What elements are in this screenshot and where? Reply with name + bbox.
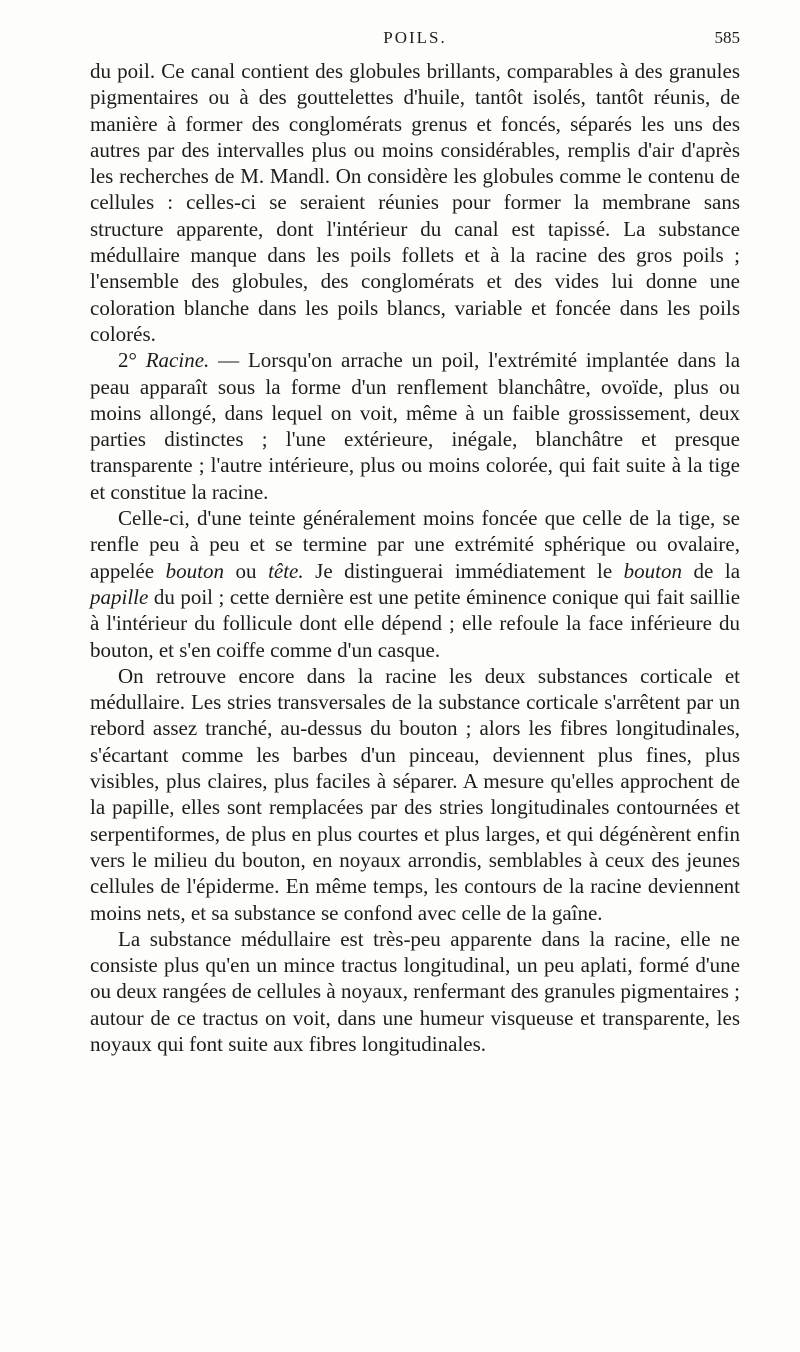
section-number: 2° xyxy=(118,348,137,373)
paragraph-text: Celle-ci, d'une teinte généralement moins foncée que celle de la tige, se renfle peu à peu et se termine par une extrémité sphérique ou ovalaire, appelée xyxy=(90,506,740,583)
italic-term: papille xyxy=(90,584,149,609)
page-number: 585 xyxy=(714,28,740,47)
italic-term: bouton xyxy=(623,558,683,583)
section-label: Racine. xyxy=(145,348,210,373)
paragraph-bouton xyxy=(90,505,740,663)
paragraph-text: de la xyxy=(693,558,741,583)
running-head xyxy=(90,28,740,52)
paragraph-canal-continuation xyxy=(90,58,740,347)
paragraph-racine xyxy=(90,347,740,505)
paragraph-text: La substance médullaire est très-peu apparente dans la racine, elle ne consiste plus qu'en un mince tractus longitudinal, un peu aplati, formé d'une ou deux rangées de cellules à noyaux, renfermant des granules pigmentaires ; autour de ce tractus on voit, dans une humeur visqueuse et transparente, les noyaux qui font suite aux fibres longitudinales. xyxy=(90,926,740,1056)
running-title: POILS. xyxy=(383,28,447,47)
paragraph-text: Je distinguerai immédiatement le xyxy=(315,558,613,583)
paragraph-medullaire xyxy=(90,926,740,1057)
paragraph-text: — Lorsqu'on arrache un poil, l'extrémité implantée dans la peau apparaît sous la forme d'un renflement blanchâtre, ovoïde, plus ou moins allongé, dans lequel on voit, même à un faible grossissement, deux parties distinctes ; l'une extérieure, inégale, blanchâtre et presque transparente ; l'autre intérieure, plus ou moins colorée, qui fait suite à la tige et constitue la racine. xyxy=(90,348,741,504)
italic-term: tête. xyxy=(268,558,304,583)
paragraph-substances xyxy=(90,663,740,926)
italic-term: bouton xyxy=(165,558,224,583)
paragraph-text: du poil. Ce canal contient des globules brillants, comparables à des granules pigmentaires ou à des gouttelettes d'huile, tantôt isolés, tantôt réunis, de manière à former des conglomérats grenus et foncés, séparés les uns des autres par des intervalles plus ou moins considérables, remplis d'air d'après les recherches de M. Mandl. On considère les globules comme le contenu de cellules : celles-ci se seraient réunies pour former la membrane sans structure apparente, dont l'intérieur du canal est tapissé. La substance médullaire manque dans les poils follets et à la racine des gros poils ; l'ensemble des globules, des conglomérats et des vides lui donne une coloration blanche dans les poils blancs, variable et foncée dans les poils colorés. xyxy=(90,59,740,346)
paragraph-text: ou xyxy=(235,558,257,583)
body-text xyxy=(90,58,740,1057)
paragraph-text: On retrouve encore dans la racine les deux substances corticale et médullaire. Les stries transversales de la substance corticale s'arrêtent par un rebord assez tranché, au-dessus du bouton ; alors les fibres longitudinales, s'écartant comme les barbes d'un pinceau, deviennent plus fines, plus visibles, plus claires, plus faciles à séparer. A mesure qu'elles approchent de la papille, elles sont remplacées par des stries longitudinales contournées et serpentiformes, de plus en plus courtes et plus larges, et qui dégénèrent enfin vers le milieu du bouton, en noyaux arrondis, semblables à ceux des jeunes cellules de l'épiderme. En même temps, les contours de la racine deviennent moins nets, et sa substance se confond avec celle de la gaîne. xyxy=(90,663,740,925)
paragraph-text: du poil ; cette dernière est une petite éminence conique qui fait saillie à l'intérieur du follicule dont elle dépend ; elle refoule la face inférieure du bouton, et s'en coiffe comme d'un casque. xyxy=(90,584,741,662)
